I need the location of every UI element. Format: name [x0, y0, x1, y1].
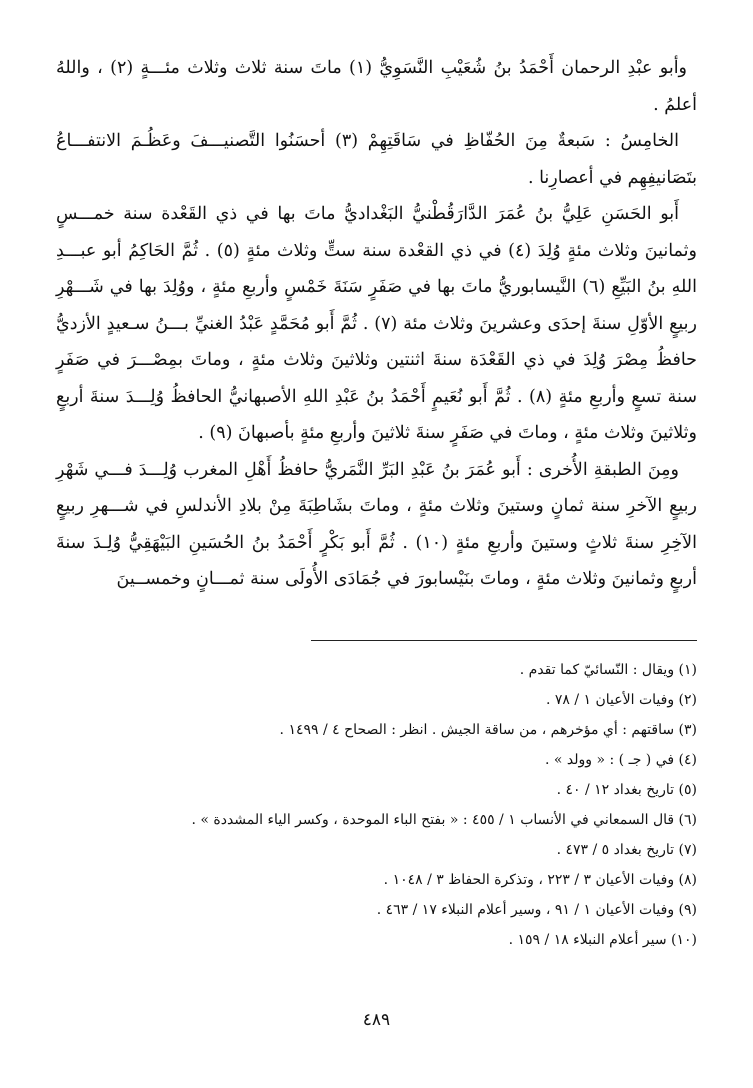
paragraph-other-tabaqa: ومِنَ الطبقةِ الأُخرى : أَبو عُمَرَ بنُ عَبْدِ البَرِّ النَّمَريُّ حافظُ أَهْلِ المغرب وُلِـــدَ فـــي شَهْرِ ربيعٍ الآخرِ سنة ثمانٍ وستينَ وثلاث مئةٍ ، وماتَ بشَاطِبَةَ مِنْ بلادِ الأندلسِ في شـــهرِ ربيعٍ الآخِرِ سنةَ ثلاثٍ وستينَ وأربعِ مئةٍ (١٠) . ثُمَّ أَبو بَكْرٍ أَحْمَدُ بنُ الحُسَينِ البَيْهَقِيُّ وُلِـدَ سنةَ أربعٍ وثمانينَ وثلاث مئةٍ ، وماتَ بنَيْسابورَ في جُمَادَى الأُولَى سنة ثمـــانٍ وخمســينَ [56, 459, 697, 589]
paragraph-huffaz-first-group: أَبو الحَسَنِ عَلِيُّ بنُ عُمَرَ الدَّارَقُطْنيُّ البَغْداديُّ ماتَ بها في ذي القَعْدة سنة خمـــسٍ وثمانينَ وثلاث مئةٍ وُلِدَ (٤) في ذي القعْدة سنة ستٍّ وثلاث مئةٍ (٥) . ثُمَّ الحَاكِمُ أبو عبـــدِ اللهِ بنُ البَيِّعِ (٦) النَّيسابوريُّ ماتَ بها في صَفَرٍ سَنَةَ خَمْسٍ وأربعِ مئةٍ ، ووُلِدَ بها في شَـــهْرِ ربيعٍ الأوّلِ سنةَ إحدَى وعشرينَ وثلاث مئة (٧) . ثُمَّ أَبو مُحَمَّدٍ عَبْدُ الغنيِّ بـــنُ سـعيدٍ الأزديُّ حافظُ مِصْرَ وُلِدَ في ذي القَعْدَة سنةَ اثنتين وثلاثينَ وثلاث مئةٍ ، وماتَ بمِصْـــرَ في صَفَرٍ سنة تسعٍ وأربعِ مئةٍ (٨) . ثُمَّ أَبو نُعَيمٍ أَحْمَدُ بنُ عَبْدِ اللهِ الأصبهانيُّ الحافظُ وُلِـــدَ سنةَ أربعٍ وثلاثينَ وثلاث مئةٍ ، وماتَ في صَفَرٍ سنةَ ثلاثينَ وأربعِ مئةٍ بأصبهانَ (٩) . [56, 204, 697, 443]
paragraph-nasai: وأبو عبْدِ الرحمان أَحْمَدُ بنُ شُعَيْبِ النَّسَوِيُّ (١) ماتَ سنة ثلاث وثلاث مئـــةٍ (٢) ، واللهُ أعلمُ . [56, 58, 697, 115]
footnote-4: (٤) في ( جـ ) : « وولد » . [545, 751, 697, 768]
footnote-1: (١) ويقال : النّسائيّ كما تقدم . [519, 661, 697, 678]
footnotes-list [56, 655, 697, 955]
footnote-9: (٩) وفيات الأعيان ١ / ٩١ ، وسير أعلام النبلاء ١٧ / ٤٦٣ . [376, 901, 697, 918]
footnote-separator [56, 640, 697, 641]
footnote-10: (١٠) سير أعلام النبلاء ١٨ / ١٥٩ . [508, 931, 697, 948]
paragraph-fifth: الخامِسُ : سَبعةٌ مِنَ الحُفّاظِ في سَاقَتِهِمْ (٣) أحسَنُوا التَّصنيـــفَ وعَظُـمَ الانتفـــاعُ بتَصَانيفِهِم في أعصارِنا . [56, 131, 697, 188]
footnote-6: (٦) قال السمعاني في الأنساب ١ / ٤٥٥ : « بفتح الباء الموحدة ، وكسر الياء المشددة » . [191, 811, 697, 828]
footnote-5: (٥) تاريخ بغداد ١٢ / ٤٠ . [556, 781, 697, 798]
footnote-3: (٣) ساقتهم : أي مؤخرهم ، من ساقة الجيش . انظر : الصحاح ٤ / ١٤٩٩ . [279, 721, 697, 738]
main-text [56, 50, 697, 598]
footnote-2: (٢) وفيات الأعيان ١ / ٧٨ . [545, 691, 697, 708]
footnote-8: (٨) وفيات الأعيان ٣ / ٢٢٣ ، وتذكرة الحفاظ ٣ / ١٠٤٨ . [383, 871, 697, 888]
page-number: ٤٨٩ [362, 1010, 391, 1030]
book-page [56, 50, 697, 1088]
footnote-7: (٧) تاريخ بغداد ٥ / ٤٧٣ . [556, 841, 697, 858]
